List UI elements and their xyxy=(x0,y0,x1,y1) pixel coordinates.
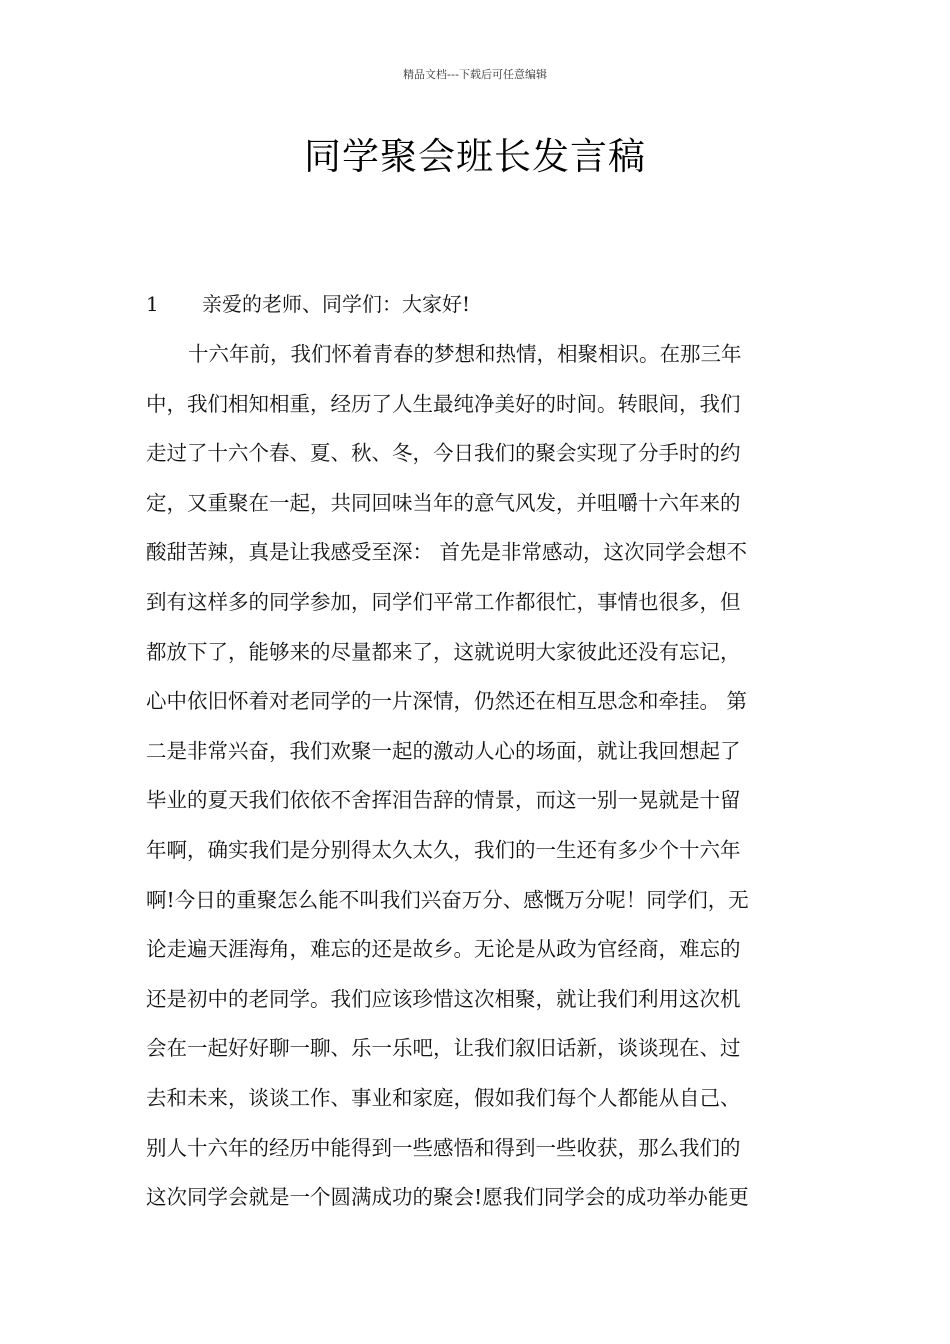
body-line: 酸甜苦辣，真是让我感受至深： 首先是非常感动，这次同学会想不 xyxy=(146,540,748,565)
header-note: 精品文档---下载后可任意编辑 xyxy=(403,68,547,81)
body-line: 还是初中的老同学。我们应该珍惜这次相聚，就让我们利用这次机 xyxy=(146,986,741,1011)
body-line: 会在一起好好聊一聊、乐一乐吧，让我们叙旧话新，谈谈现在、过 xyxy=(146,1036,741,1061)
body-line: 走过了十六个春、夏、秋、冬，今日我们的聚会实现了分手时的约 xyxy=(146,441,741,466)
body-line: 毕业的夏天我们依依不舍挥泪告辞的情景，而这一别一晃就是十留 xyxy=(146,788,741,813)
body-line: 都放下了，能够来的尽量都来了，这就说明大家彼此还没有忘记， xyxy=(146,639,741,664)
salutation xyxy=(146,288,470,317)
body-line: 这次同学会就是一个圆满成功的聚会!愿我们同学会的成功举办能更 xyxy=(146,1185,749,1210)
body-line: 定，又重聚在一起，共同回味当年的意气风发，并咀嚼十六年来的 xyxy=(146,490,741,515)
body-line: 论走遍天涯海角，难忘的还是故乡。无论是从政为官经商，难忘的 xyxy=(146,937,741,962)
body-line: 别人十六年的经历中能得到一些感悟和得到一些收获，那么我们的 xyxy=(146,1135,741,1160)
body-line: 十六年前，我们怀着青春的梦想和热情，相聚相识。在那三年 xyxy=(188,342,742,366)
body-text xyxy=(146,338,806,1231)
body-line: 年啊，确实我们是分别得太久太久，我们的一生还有多少个十六年 xyxy=(146,837,741,862)
body-line: 心中依旧怀着对老同学的一片深情，仍然还在相互思念和牵挂。 第 xyxy=(146,689,748,714)
body-line: 去和未来，谈谈工作、事业和家庭，假如我们每个人都能从自己、 xyxy=(146,1085,741,1110)
salutation-text: 亲爱的老师、同学们：大家好! xyxy=(202,292,471,316)
document-title: 同学聚会班长发言稿 xyxy=(304,135,646,178)
body-line: 二是非常兴奋，我们欢聚一起的激动人心的场面，就让我回想起了 xyxy=(146,738,741,763)
body-line: 啊!今日的重聚怎么能不叫我们兴奋万分、感慨万分呢！同学们，无 xyxy=(146,887,749,912)
paragraph-number: 1 xyxy=(146,292,159,316)
body-line: 中，我们相知相重，经历了人生最纯净美好的时间。转眼间，我们 xyxy=(146,391,741,416)
body-line: 到有这样多的同学参加，同学们平常工作都很忙，事情也很多，但 xyxy=(146,589,741,614)
